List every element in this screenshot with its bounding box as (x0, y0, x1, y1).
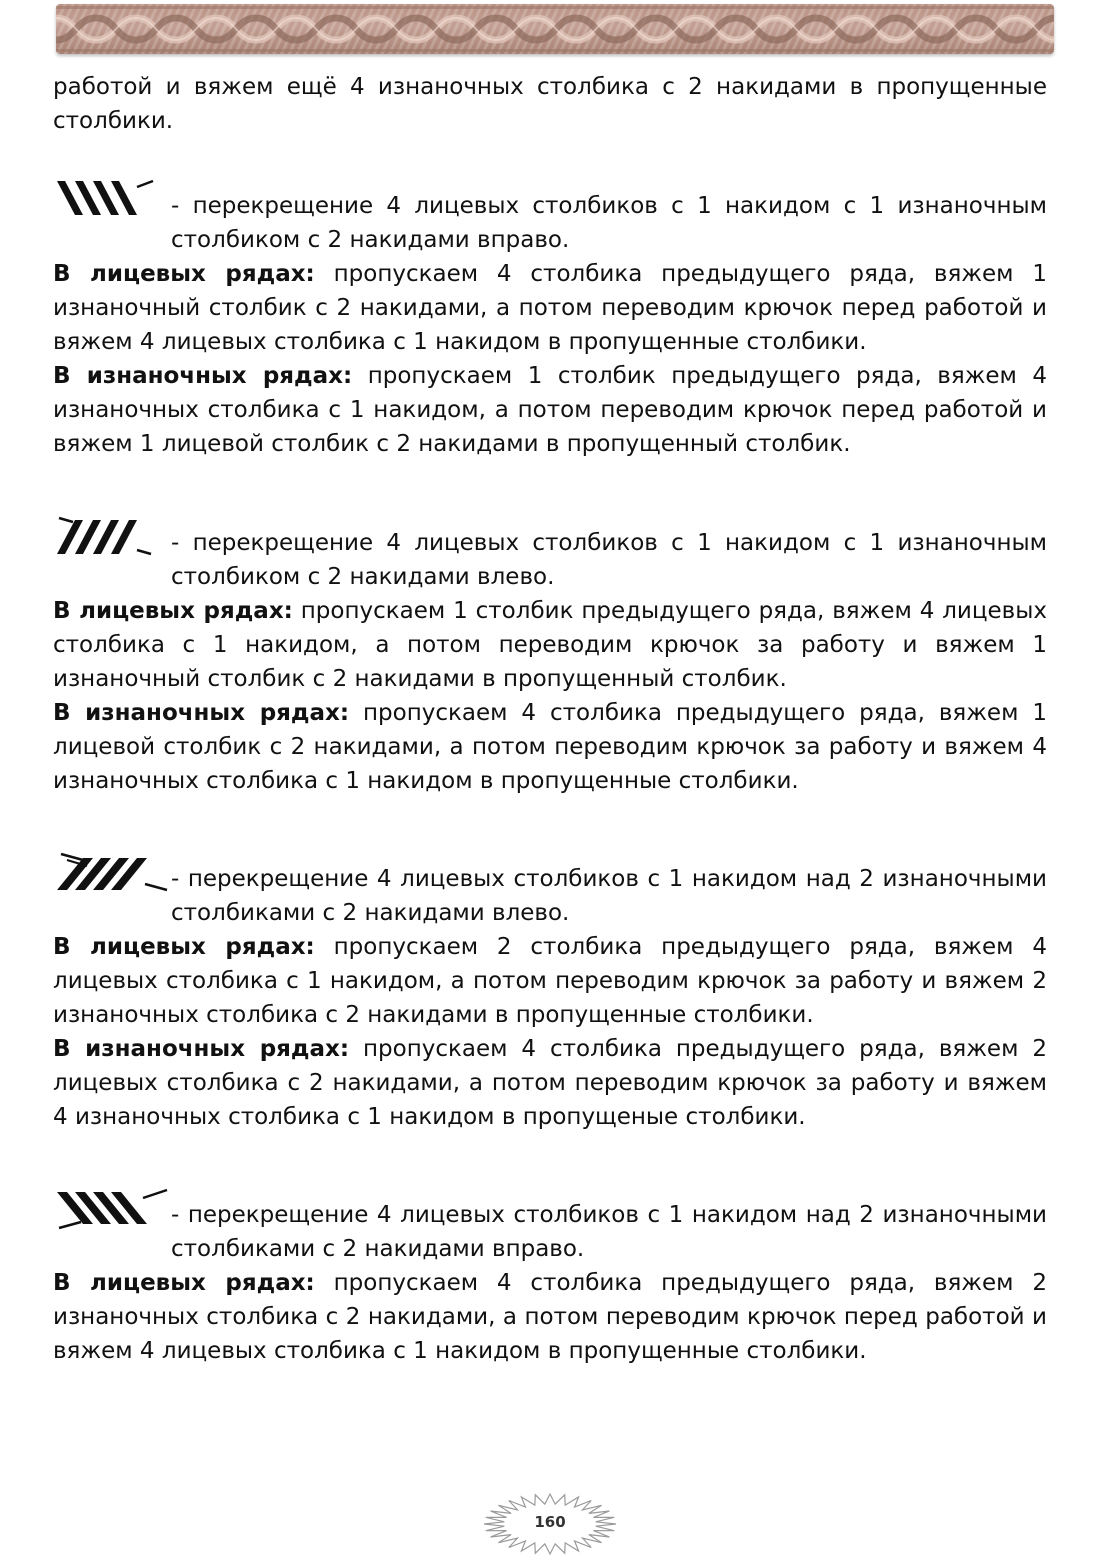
intro-block (53, 70, 1047, 138)
knit-rows-label: В лицевых рядах: (53, 1270, 315, 1296)
knit-rows-label: В лицевых рядах: (53, 261, 315, 287)
stitch-section-4 (53, 1198, 1047, 1368)
purl-rows-text: пропускаем 4 столбика предыдущего ряда, вяжем 1 лицевой столбик с 2 накидами, а потом переводим крючок за работу и вяжем 4 изнаночных столбика с 1 накидом в пропущенные столбики. (53, 700, 1047, 794)
stitch-definition: - перекрещение 4 лицевых столбиков с 1 накидом с 1 изнаночным столбиком с 2 накидами вправо. (171, 193, 1047, 253)
purl-rows-text: пропускаем 1 столбик предыдущего ряда, вяжем 4 изнаночных столбика с 1 накидом, а потом переводим крючок перед работой и вяжем 1 лицевой столбик с 2 накидами в пропущенный столбик. (53, 363, 1048, 457)
purl-rows-paragraph (53, 1032, 1047, 1134)
stitch-definition: - перекрещение 4 лицевых столбиков с 1 накидом с 1 изнаночным столбиком с 2 накидами влево. (171, 530, 1047, 590)
stitch-definition-line (53, 862, 1047, 930)
cable-pattern-icon (56, 4, 1054, 54)
stitch-definition-line (53, 526, 1047, 594)
stitch-definition-line (53, 1198, 1047, 1266)
stitch-section-3 (53, 862, 1047, 1134)
stitch-section-1 (53, 189, 1047, 461)
cross-4-knit-over-1-purl-left-icon (53, 516, 171, 564)
cross-4-knit-over-1-purl-right-icon (53, 179, 171, 227)
purl-rows-paragraph (53, 359, 1047, 461)
purl-rows-label: В изнаночных рядах: (53, 700, 350, 726)
knit-rows-paragraph (53, 930, 1047, 1032)
knit-rows-label: В лицевых рядах: (53, 598, 293, 624)
stitch-definition-line (53, 189, 1047, 257)
knit-rows-label: В лицевых рядах: (53, 934, 315, 960)
purl-rows-paragraph (53, 696, 1047, 798)
intro-paragraph: работой и вяжем ещё 4 изнаночных столбика с 2 накидами в пропущенные столбики. (53, 74, 1047, 134)
cross-4-knit-over-2-purl-right-icon (53, 1188, 171, 1236)
knit-rows-paragraph (53, 594, 1047, 696)
stitch-definition: - перекрещение 4 лицевых столбиков с 1 накидом над 2 изнаночными столбиками с 2 накидами вправо. (171, 1202, 1047, 1262)
page-number: 160 (534, 1513, 566, 1531)
purl-rows-text: пропускаем 4 столбика предыдущего ряда, вяжем 2 лицевых столбика с 2 накидами, а потом переводим крючок за работу и вяжем 4 изнаночных столбика с 1 накидом в пропущеные столбики. (53, 1036, 1047, 1130)
knit-rows-paragraph (53, 1266, 1047, 1368)
knit-rows-text: пропускаем 4 столбика предыдущего ряда, вяжем 2 изнаночных столбика с 2 накидами, а потом переводим крючок перед работой и вяжем 4 лицевых столбика с 1 накидом в пропущенные столбики. (53, 1270, 1048, 1364)
stitch-definition: - перекрещение 4 лицевых столбиков с 1 накидом над 2 изнаночными столбиками с 2 накидами влево. (171, 866, 1047, 926)
cable-knit-banner (56, 4, 1054, 54)
page-number-badge (479, 1488, 621, 1556)
knit-rows-text: пропускаем 4 столбика предыдущего ряда, вяжем 1 изнаночный столбик с 2 накидами, а потом переводим крючок перед работой и вяжем 4 лицевых столбика с 1 накидом в пропущенные столбики. (53, 261, 1048, 355)
stitch-section-2 (53, 526, 1047, 798)
knit-rows-paragraph (53, 257, 1047, 359)
knit-rows-text: пропускаем 1 столбик предыдущего ряда, вяжем 4 лицевых столбика с 1 накидом, а потом переводим крючок за работу и вяжем 1 изнаночный столбик с 2 накидами в пропущенный столбик. (53, 598, 1047, 692)
knit-rows-text: пропускаем 2 столбика предыдущего ряда, вяжем 4 лицевых столбика с 1 накидом, а потом переводим крючок за работу и вяжем 2 изнаночных столбика с 2 накидами в пропущенные столбики. (53, 934, 1048, 1028)
purl-rows-label: В изнаночных рядах: (53, 1036, 350, 1062)
cross-4-knit-over-2-purl-left-icon (53, 852, 171, 900)
purl-rows-label: В изнаночных рядах: (53, 363, 353, 389)
